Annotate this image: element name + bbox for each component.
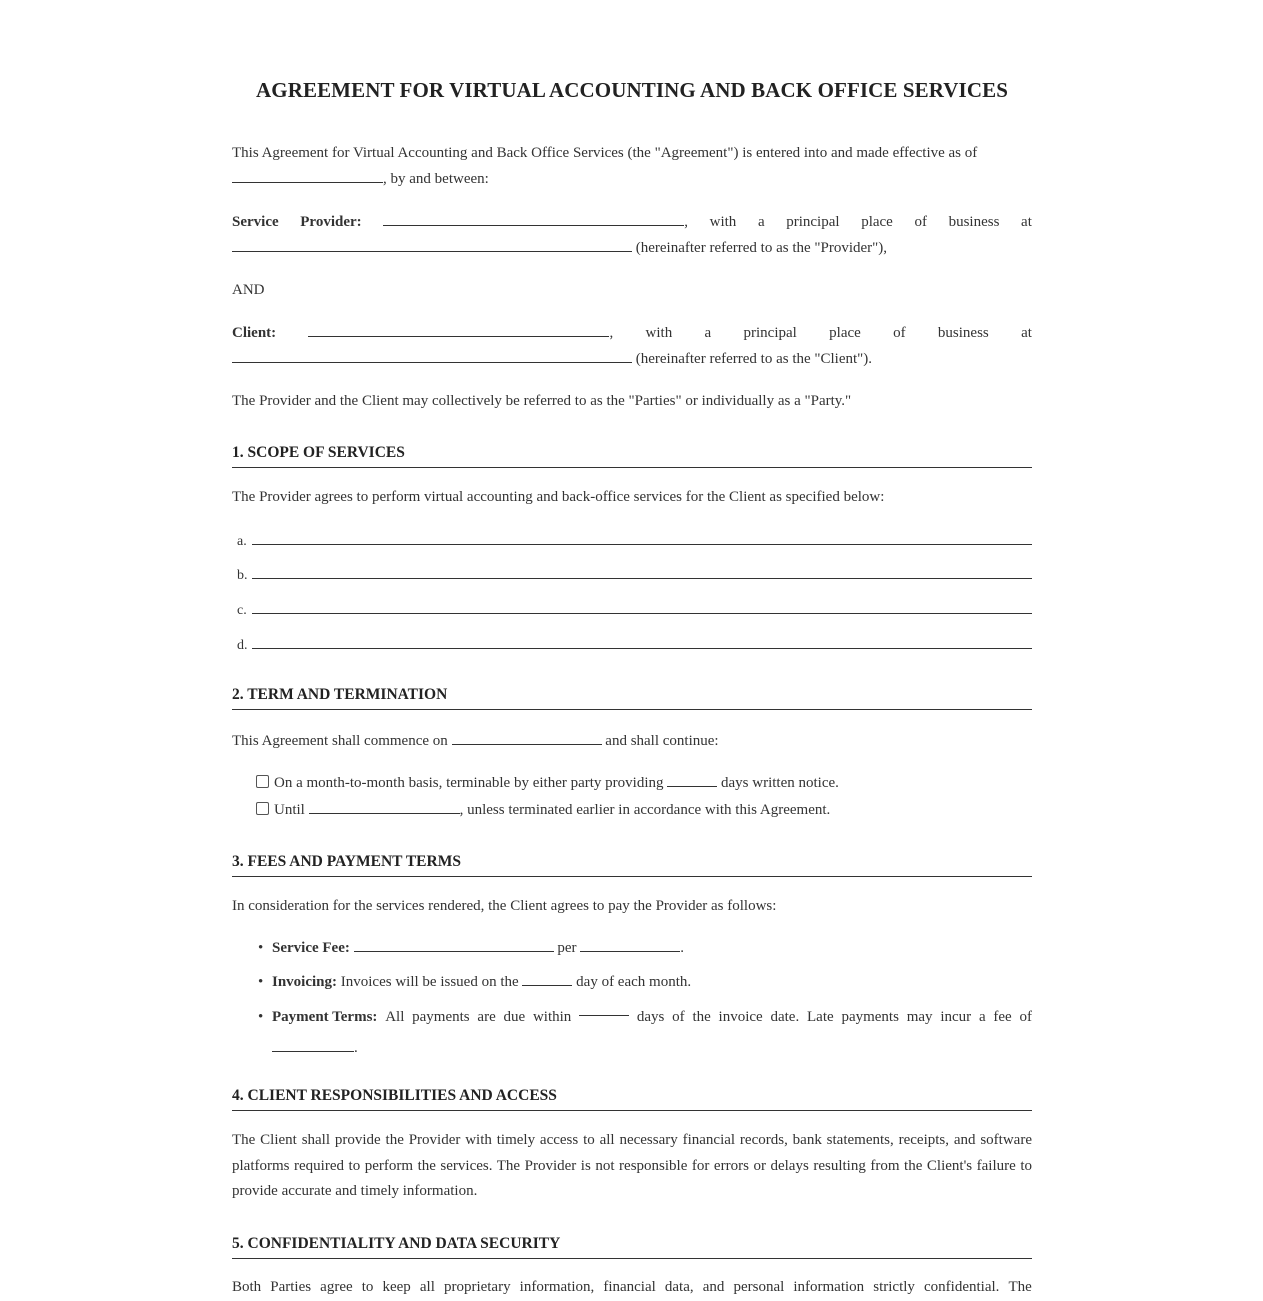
client-word: place: [829, 325, 861, 341]
confidentiality-word: proprietary: [443, 1279, 511, 1295]
section-heading-term: 2. TERM AND TERMINATION: [232, 683, 1032, 710]
option2-text: Until: [274, 802, 305, 818]
payment-word: date.: [770, 1009, 800, 1025]
scope-item-letter: c.: [237, 603, 247, 618]
fee-per: per: [557, 940, 577, 956]
client-name-blank[interactable]: [308, 323, 609, 337]
fee-bullet: [258, 933, 1032, 964]
provider-word: of: [914, 214, 927, 230]
invoicing-before: Invoices will be issued on the: [340, 974, 519, 990]
client-word: of: [893, 325, 906, 341]
payment-word: invoice: [718, 1009, 763, 1025]
responsibilities-text: The Client shall provide the Provider with timely access to all necessary financial records, bank statements, receipts, and software platforms required to perform the services. The Provider is not responsible for errors or delays resulting from the Client's failure to provide accurate and timely information.: [232, 1132, 1032, 1199]
confidentiality-word: Both: [232, 1279, 262, 1295]
payment-word: a: [978, 1009, 986, 1025]
term-text-after: and shall continue:: [605, 733, 719, 749]
provider-address-blank[interactable]: [232, 238, 632, 252]
until-date-blank[interactable]: [309, 800, 460, 814]
payment-word: the: [692, 1009, 711, 1025]
term-text-before: This Agreement shall commence on: [232, 733, 448, 749]
bullet-icon: •: [258, 974, 264, 990]
fees-text: In consideration for the services rendered, the Client agrees to pay the Provider as follows:: [232, 898, 777, 914]
client-block: [232, 320, 1032, 372]
option1-text: On a month-to-month basis, terminable by either party providing: [274, 775, 664, 791]
client-word: business: [937, 325, 989, 341]
provider-comma: ,: [684, 214, 689, 230]
confidentiality-word: The: [1008, 1279, 1032, 1295]
scope-item-letter: a.: [237, 534, 247, 549]
scope-item: [232, 601, 1032, 621]
provider-block: [232, 209, 1032, 261]
scope-item: [232, 566, 1032, 586]
late-fee-blank[interactable]: [272, 1038, 354, 1052]
scope-item-blank[interactable]: [252, 648, 1032, 649]
term-text: [232, 728, 1032, 754]
confidentiality-word: confidential.: [924, 1279, 1000, 1295]
fee-period-blank[interactable]: [580, 938, 680, 952]
confidentiality-word: strictly: [873, 1279, 915, 1295]
provider-label-service: Service: [232, 214, 279, 230]
provider-word: business: [948, 214, 1000, 230]
payment-word: payments: [841, 1009, 899, 1025]
client-label: Client:: [232, 325, 277, 341]
scope-item-blank[interactable]: [252, 613, 1032, 614]
invoicing-after: day of each month.: [576, 974, 692, 990]
option2-after: , unless terminated earlier in accordance with this Agreement.: [459, 802, 831, 818]
client-address-blank[interactable]: [232, 349, 632, 363]
until-date-checkbox[interactable]: [256, 802, 269, 815]
section-heading-responsibilities: 4. CLIENT RESPONSIBILITIES AND ACCESS: [232, 1084, 1032, 1111]
provider-word: principal: [786, 214, 840, 230]
payment-word: days: [636, 1009, 665, 1025]
confidentiality-word: keep: [382, 1279, 411, 1295]
payment-label: Payment Terms:: [272, 1009, 378, 1025]
notice-days-blank[interactable]: [667, 773, 717, 787]
provider-name-blank[interactable]: [383, 212, 684, 226]
confidentiality-word: personal: [733, 1279, 785, 1295]
confidentiality-word: data,: [664, 1279, 694, 1295]
invoicing-bullet: [258, 967, 1032, 998]
payment-word: payments: [412, 1009, 470, 1025]
confidentiality-word: Parties: [270, 1279, 312, 1295]
client-word: a: [704, 325, 712, 341]
confidentiality-word: information: [793, 1279, 865, 1295]
confidentiality-word: to: [361, 1279, 374, 1295]
commence-date-blank[interactable]: [452, 731, 602, 745]
scope-item-letter: d.: [237, 638, 248, 653]
month-to-month-checkbox[interactable]: [256, 775, 269, 788]
section-heading-confidentiality: 5. CONFIDENTIALITY AND DATA SECURITY: [232, 1232, 1032, 1259]
payment-days-blank[interactable]: [579, 1002, 629, 1016]
confidentiality-word: information,: [519, 1279, 595, 1295]
confidentiality-line: [232, 1275, 1032, 1301]
payment-word: All: [385, 1009, 405, 1025]
scope-text: The Provider agrees to perform virtual accounting and back-office services for the Client as specified below:: [232, 489, 885, 505]
payment-word: fee: [993, 1009, 1012, 1025]
provider-word: with: [709, 214, 737, 230]
term-option-monthly: [256, 773, 839, 793]
invoicing-label: Invoicing:: [272, 974, 338, 990]
provider-suffix: (hereinafter referred to as the "Provider"),: [635, 240, 888, 256]
payment-word: incur: [940, 1009, 972, 1025]
payment-word: may: [906, 1009, 933, 1025]
option1-after: days written notice.: [721, 775, 839, 791]
client-word: at: [1021, 325, 1032, 341]
term-option-until: [256, 800, 830, 820]
confidentiality-word: financial: [603, 1279, 656, 1295]
section-heading-fees: 3. FEES AND PAYMENT TERMS: [232, 850, 1032, 877]
scope-item: [232, 636, 1032, 656]
payment-word: are: [477, 1009, 496, 1025]
scope-item-letter: b.: [237, 568, 248, 583]
intro-text: This Agreement for Virtual Accounting and Back Office Services (the "Agreement") is entered into and made effective as of: [232, 145, 978, 161]
invoice-day-blank[interactable]: [522, 972, 572, 986]
client-word: with: [645, 325, 673, 341]
confidentiality-word: and: [702, 1279, 725, 1295]
fee-amount-blank[interactable]: [354, 938, 554, 952]
payment-terms-bullet: [258, 1002, 1032, 1064]
payment-word: Late: [807, 1009, 834, 1025]
payment-word: due: [503, 1009, 526, 1025]
intro-after-blank: , by and between:: [383, 171, 489, 187]
document-title: AGREEMENT FOR VIRTUAL ACCOUNTING AND BACK OFFICE SERVICES: [256, 78, 1008, 102]
payment-end: .: [354, 1040, 358, 1056]
scope-item-blank[interactable]: [252, 544, 1032, 545]
provider-word: a: [757, 214, 765, 230]
client-word: principal: [743, 325, 797, 341]
confidentiality-word: agree: [320, 1279, 353, 1295]
effective-date-blank[interactable]: [232, 169, 383, 183]
and-text: AND: [232, 282, 265, 298]
payment-word: of: [1019, 1009, 1032, 1025]
client-comma: ,: [609, 325, 614, 341]
provider-word: at: [1021, 214, 1032, 230]
scope-item-blank[interactable]: [252, 578, 1032, 579]
confidentiality-word: all: [419, 1279, 435, 1295]
confidentiality-text: [232, 1275, 1032, 1301]
scope-item: [232, 532, 1032, 552]
client-suffix: (hereinafter referred to as the "Client").: [635, 351, 873, 367]
fee-label: Service Fee:: [272, 940, 350, 956]
bullet-icon: •: [258, 1009, 264, 1025]
provider-word: place: [861, 214, 893, 230]
payment-word: of: [672, 1009, 685, 1025]
bullet-icon: •: [258, 940, 264, 956]
section-heading-scope: 1. SCOPE OF SERVICES: [232, 441, 1032, 468]
fee-end: .: [680, 940, 685, 956]
provider-label-provider: Provider:: [300, 214, 362, 230]
payment-word: within: [532, 1009, 572, 1025]
parties-text: The Provider and the Client may collectively be referred to as the "Parties" or individually as a "Party.": [232, 393, 852, 409]
intro-paragraph: [232, 140, 1032, 192]
